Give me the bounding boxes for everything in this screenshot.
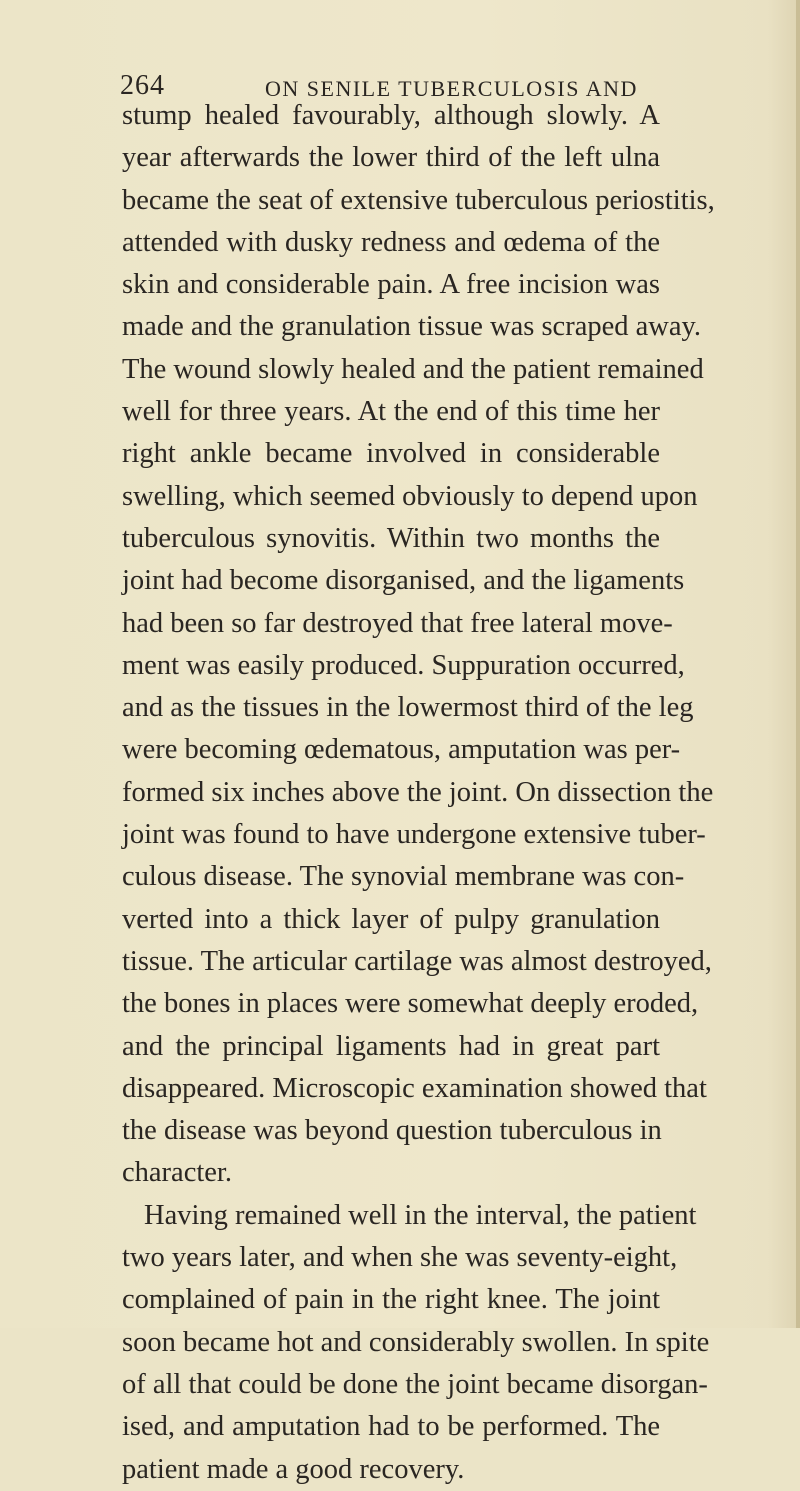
text-line: tuberculous synovitis. Within two months the xyxy=(122,522,660,554)
text-line: and as the tissues in the lowermost third of the leg xyxy=(122,692,694,724)
text-line: became the seat of extensive tuberculous periostitis, xyxy=(122,184,715,216)
text-line: tissue. The articular cartilage was almost destroyed, xyxy=(122,945,712,977)
text-line: the bones in places were somewhat deeply eroded, xyxy=(122,988,699,1020)
text-line: character. xyxy=(122,1157,232,1189)
text-line: formed six inches above the joint. On dissection the xyxy=(122,776,714,808)
text-line: skin and considerable pain. A free incision was xyxy=(122,269,660,301)
text-line: disappeared. Microscopic examination showed that xyxy=(122,1072,707,1104)
page-number: 264 xyxy=(120,70,165,101)
text-line: The wound slowly healed and the patient remained xyxy=(122,353,704,385)
text-line: the disease was beyond question tuberculous in xyxy=(122,1115,662,1147)
body-text xyxy=(122,95,715,1491)
text-line: Having remained well in the interval, the patient xyxy=(144,1199,697,1231)
running-head: ON SENILE TUBERCULOSIS AND xyxy=(265,76,638,101)
text-line: had been so far destroyed that free lateral move- xyxy=(122,607,673,639)
text-line: made and the granulation tissue was scraped away. xyxy=(122,311,702,343)
text-line: of all that could be done the joint became disorgan- xyxy=(122,1368,708,1400)
text-line: right ankle became involved in considerable xyxy=(122,438,660,470)
text-line: culous disease. The synovial membrane was con- xyxy=(122,861,685,893)
text-line: stump healed favourably, although slowly. A xyxy=(122,100,660,131)
text-line: and the principal ligaments had in great part xyxy=(122,1030,660,1062)
text-line: ised, and amputation had to be performed. The xyxy=(122,1411,660,1443)
text-line: soon became hot and considerably swollen. In spite xyxy=(122,1326,710,1358)
text-line: complained of pain in the right knee. The joint xyxy=(122,1284,660,1316)
text-line: two years later, and when she was seventy-eight, xyxy=(122,1242,678,1274)
text-line: ment was easily produced. Suppuration occurred, xyxy=(122,649,685,681)
text-line: joint was found to have undergone extensive tuber- xyxy=(122,819,706,851)
text-line: swelling, which seemed obviously to depend upon xyxy=(122,480,698,512)
paragraph-2 xyxy=(122,1195,710,1491)
page-edge-shadow xyxy=(796,0,800,1328)
text-line: well for three years. At the end of this time her xyxy=(122,396,660,428)
text-line: year afterwards the lower third of the left ulna xyxy=(122,142,660,174)
text-line: attended with dusky redness and œdema of the xyxy=(122,226,660,258)
text-line: patient made a good recovery. xyxy=(122,1453,465,1485)
paragraph-1 xyxy=(122,95,715,1195)
text-line: joint had become disorganised, and the ligaments xyxy=(122,565,685,597)
text-line: verted into a thick layer of pulpy granulation xyxy=(122,903,660,935)
text-line: were becoming œdematous, amputation was per- xyxy=(122,734,681,766)
